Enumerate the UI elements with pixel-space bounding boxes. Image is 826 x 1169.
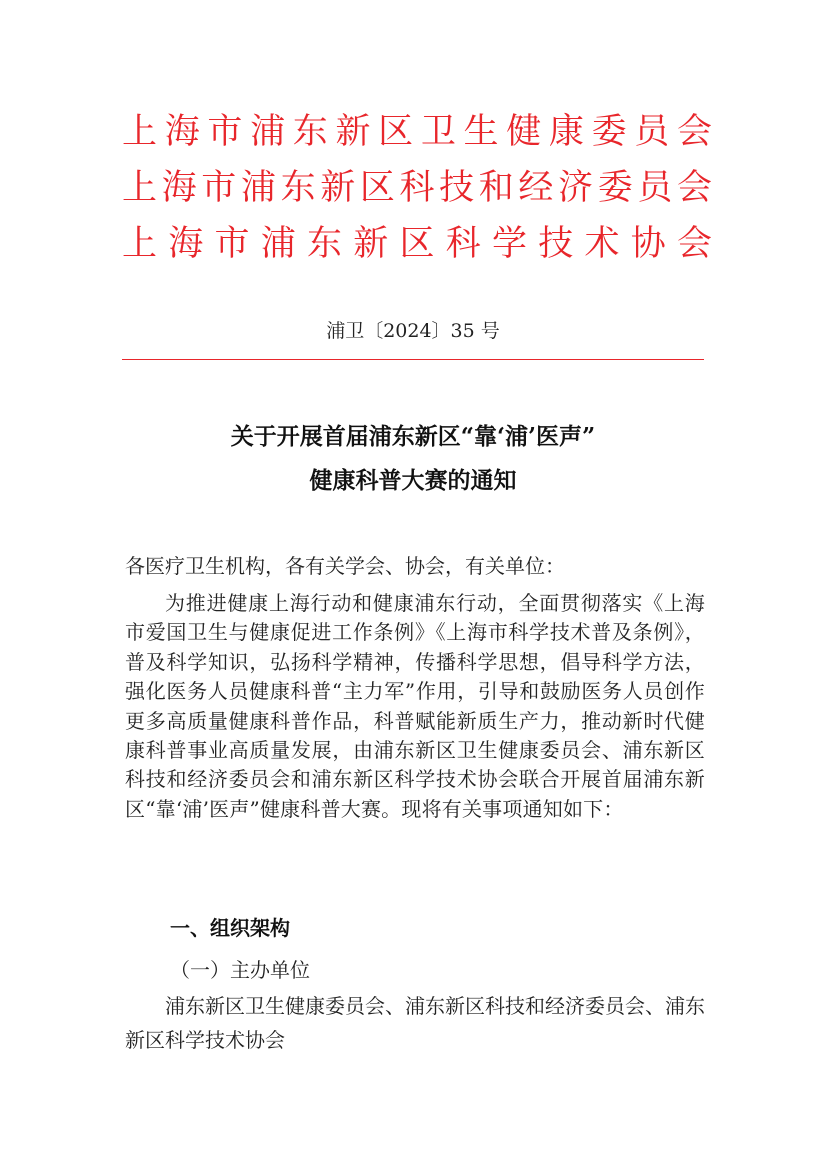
issuer-name: 上海市浦东新区卫生健康委员会	[122, 112, 712, 152]
red-divider	[122, 359, 704, 360]
document-number: 浦卫〔2024〕35 号	[326, 320, 500, 342]
section-heading: 一、组织架构	[170, 916, 290, 940]
body-paragraph: 为推进健康上海行动和健康浦东行动，全面贯彻落实《上海市爱国卫生与健康促进工作条例》《上海市科学技术普及条例》，普及科学知识，弘扬科学精神，传播科学思想，倡导科学方法，强化医务人员健康科普“主力军”作用，引导和鼓励医务人员创作更多高质量健康科普作品，科普赋能新质生产力，推动新时代健康科普事业高质量发展，由浦东新区卫生健康委员会、浦东新区科技和经济委员会和浦东新区科学技术协会联合开展首届浦东新区“靠‘浦’医声”健康科普大赛。现将有关事项通知如下：	[125, 591, 705, 821]
issuer-name: 上海市浦东新区科学技术协会	[122, 224, 712, 264]
document-title-line-2: 健康科普大赛的通知	[309, 467, 517, 494]
salutation: 各医疗卫生机构，各有关学会、协会，有关单位：	[125, 554, 565, 578]
subsection-heading: （一）主办单位	[170, 958, 310, 982]
document-title-line-1: 关于开展首届浦东新区“靠‘浦’医声”	[230, 423, 596, 450]
issuer-name: 上海市浦东新区科技和经济委员会	[122, 168, 712, 208]
organizers-paragraph: 浦东新区卫生健康委员会、浦东新区科技和经济委员会、浦东新区科学技术协会	[125, 994, 705, 1052]
